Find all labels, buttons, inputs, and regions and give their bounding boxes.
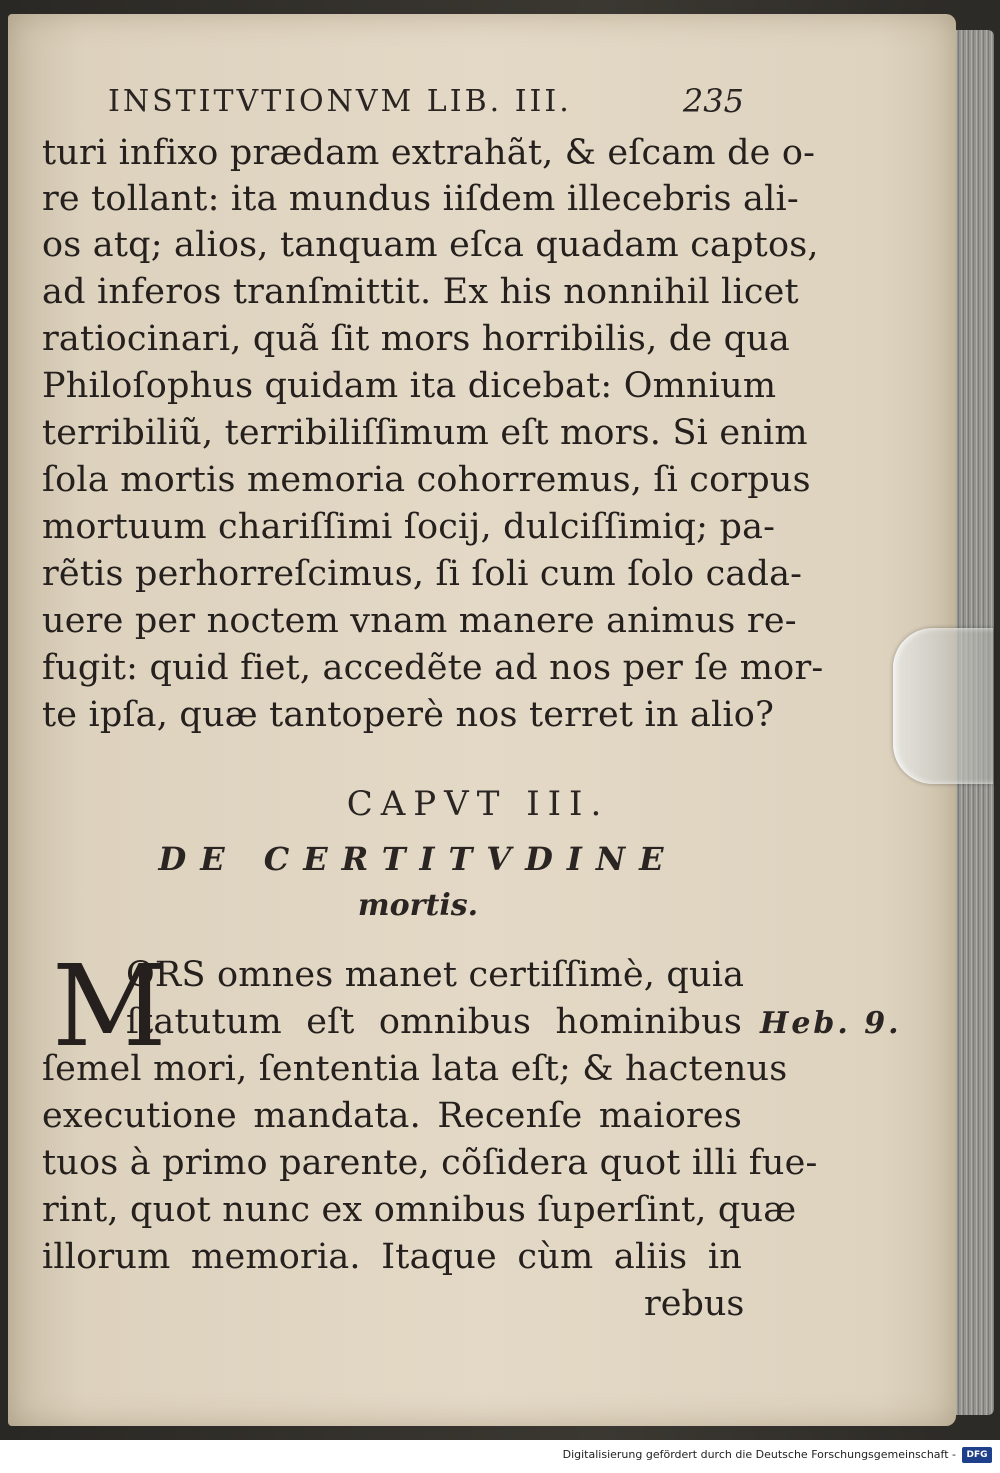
body-line: illorum memoria. Itaque cùm aliis in (42, 1237, 742, 1277)
body-line: ratiocinari, quã ſit mors horribilis, de qua (42, 319, 790, 359)
page-header (108, 78, 748, 128)
body-line: executione mandata. Recenſe maiores (42, 1096, 742, 1136)
chapter-subtitle-continued: mortis. (357, 888, 479, 923)
page-number: 235 (682, 82, 744, 120)
body-line: Philoſophus quidam ita dicebat: Omnium (42, 366, 777, 406)
funding-credit: Digitalisierung gefördert durch die Deutsche Forschungsgemeinschaft - (562, 1448, 956, 1461)
body-line: ORS omnes manet certiſſimè, quia (126, 955, 745, 995)
running-head: INSTITVTIONVM LIB. III. (108, 84, 572, 119)
body-line: uere per noctem vnam manere animus re- (42, 601, 797, 641)
body-line: ad inferos tranſmittit. Ex his nonnihil licet (42, 272, 799, 312)
body-line: fugit: quid fiet, accedẽte ad nos per ſe mor- (42, 648, 824, 688)
chapter-subtitle: DE CERTITVDINE (158, 840, 678, 878)
body-line: ſola mortis memoria cohorremus, ſi corpus (42, 460, 811, 500)
body-line: os atq; alios, tanquam eſca quadam captos, (42, 225, 819, 265)
body-line: ſemel mori, ſententia lata eſt; & hactenus (42, 1049, 788, 1089)
body-line: te ipſa, quæ tantoperè nos terret in alio? (42, 695, 775, 735)
digitization-footer (0, 1440, 1000, 1473)
body-line: mortuum chariſſimi ſocij, dulciſſimiq; pa- (42, 507, 776, 547)
chapter-title: CAPVT III. (346, 784, 610, 824)
book-page (8, 14, 956, 1426)
dfg-logo: DFG (962, 1447, 992, 1463)
page-clip (893, 628, 993, 784)
body-line: rint, quot nunc ex omnibus ſuperſint, quæ (42, 1190, 797, 1230)
drop-cap-initial: M (52, 942, 167, 1072)
body-line: rẽtis perhorreſcimus, ſi ſoli cum ſolo cada- (42, 554, 803, 594)
margin-note: Heb. 9. (760, 1006, 902, 1041)
body-line: ſtatutum eſt omnibus hominibus (126, 1002, 742, 1042)
body-line: tuos à primo parente, cõſidera quot illi fue- (42, 1143, 818, 1183)
body-line: turi infixo prædam extrahãt, & eſcam de o- (42, 133, 816, 173)
body-line: re tollant: ita mundus iiſdem illecebris ali- (42, 179, 799, 219)
body-line: terribiliũ, terribiliſſimum eſt mors. Si enim (42, 413, 808, 453)
catchword: rebus (644, 1284, 745, 1324)
